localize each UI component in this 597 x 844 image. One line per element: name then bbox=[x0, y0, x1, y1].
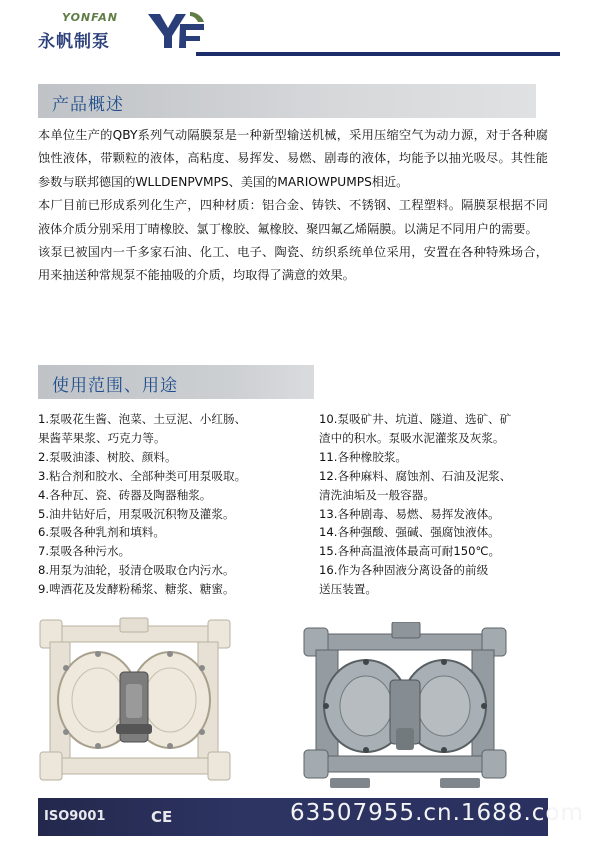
usage-list-right bbox=[319, 410, 569, 599]
list-item: 8.用泵为油轮，驳清仓吸取仓内污水。 bbox=[38, 563, 235, 578]
section-title: 使用范围、用途 bbox=[52, 376, 178, 396]
plastic-pump-image bbox=[36, 612, 232, 790]
overview-paragraph: 该泵已被国内一千多家石油、化工、电子、陶瓷、纺织系统单位采用，安置在各种特殊场合，用来抽送种常规泵不能抽吸的介质，均取得了满意的效果。 bbox=[38, 245, 548, 283]
overview-paragraph: 本厂目前已形成系列化生产，四种材质：铝合金、铸铁、不锈钢、工程塑料。隔膜泵根据不同液体介质分别采用丁晴橡胶、氯丁橡胶、氟橡胶、聚四氟乙烯隔膜。以满足不同用户的需要。 bbox=[38, 198, 548, 236]
list-item: 11.各种橡胶浆。 bbox=[319, 449, 408, 464]
list-item: 渣中的积水。泵吸水泥灌浆及灰浆。 bbox=[319, 430, 505, 445]
brand-chinese-name: 永帆制泵 bbox=[38, 32, 110, 52]
list-item: 7.泵吸各种污水。 bbox=[38, 544, 131, 559]
list-item: 12.各种麻料、腐蚀剂、石油及泥浆、 bbox=[319, 468, 512, 483]
list-item: 1.泵吸花生酱、泡菜、土豆泥、小红肠、 bbox=[38, 412, 247, 426]
list-item: 果酱苹果浆、巧克力等。 bbox=[38, 430, 166, 445]
list-item: 9.啤酒花及发酵粉稀浆、糖浆、糖蜜。 bbox=[38, 582, 235, 597]
footer-bar bbox=[38, 798, 584, 836]
list-item: 5.油井钻好后，用泵吸沉积物及灌浆。 bbox=[38, 506, 235, 521]
iso-certification-badge: ISO9001 bbox=[44, 809, 106, 824]
section-title: 产品概述 bbox=[52, 95, 124, 115]
section-header-overview bbox=[38, 84, 536, 118]
ce-mark: CE bbox=[151, 808, 173, 826]
usage-list-left bbox=[38, 410, 306, 599]
list-item: 送压装置。 bbox=[319, 582, 377, 597]
list-item: 6.泵吸各种乳剂和填料。 bbox=[38, 525, 165, 540]
header-divider bbox=[196, 52, 560, 56]
list-item: 2.泵吸油漆、树胶、颜料。 bbox=[38, 449, 177, 464]
list-item: 3.粘合剂和胶水、全部种类可用泵吸取。 bbox=[38, 468, 247, 483]
section-header-usage bbox=[38, 365, 314, 399]
brand-logo bbox=[38, 6, 208, 52]
brand-english-name: YONFAN bbox=[62, 11, 118, 24]
brand-mark-icon bbox=[146, 10, 206, 50]
list-item: 4.各种瓦、瓷、砖器及陶器釉浆。 bbox=[38, 487, 212, 502]
store-url: 63507955.cn.1688.com bbox=[290, 800, 584, 826]
list-item: 15.各种高温液体最高可耐150℃。 bbox=[319, 544, 501, 559]
list-item: 14.各种强酸、强碱、强腐蚀液体。 bbox=[319, 525, 500, 540]
list-item: 清洗油垢及一般容器。 bbox=[319, 487, 435, 502]
list-item: 16.作为各种固液分离设备的前级 bbox=[319, 563, 489, 578]
list-item: 10.泵吸矿井、坑道、隧道、选矿、矿 bbox=[319, 412, 512, 426]
overview-paragraph: 本单位生产的QBY系列气动隔膜泵是一种新型输送机械，采用压缩空气为动力源，对于各种腐蚀性液体，带颗粒的液体，高粘度、易挥发、易燃、剧毒的液体，均能予以抽光吸尽。其性能参数与联邦德国的WLLDENPVMPS、美国的MARIOWPUMPS相近。 bbox=[38, 128, 548, 189]
overview-text bbox=[38, 124, 548, 288]
aluminium-pump-image bbox=[300, 622, 510, 794]
list-item: 13.各种剧毒、易燃、易挥发液体。 bbox=[319, 506, 500, 521]
